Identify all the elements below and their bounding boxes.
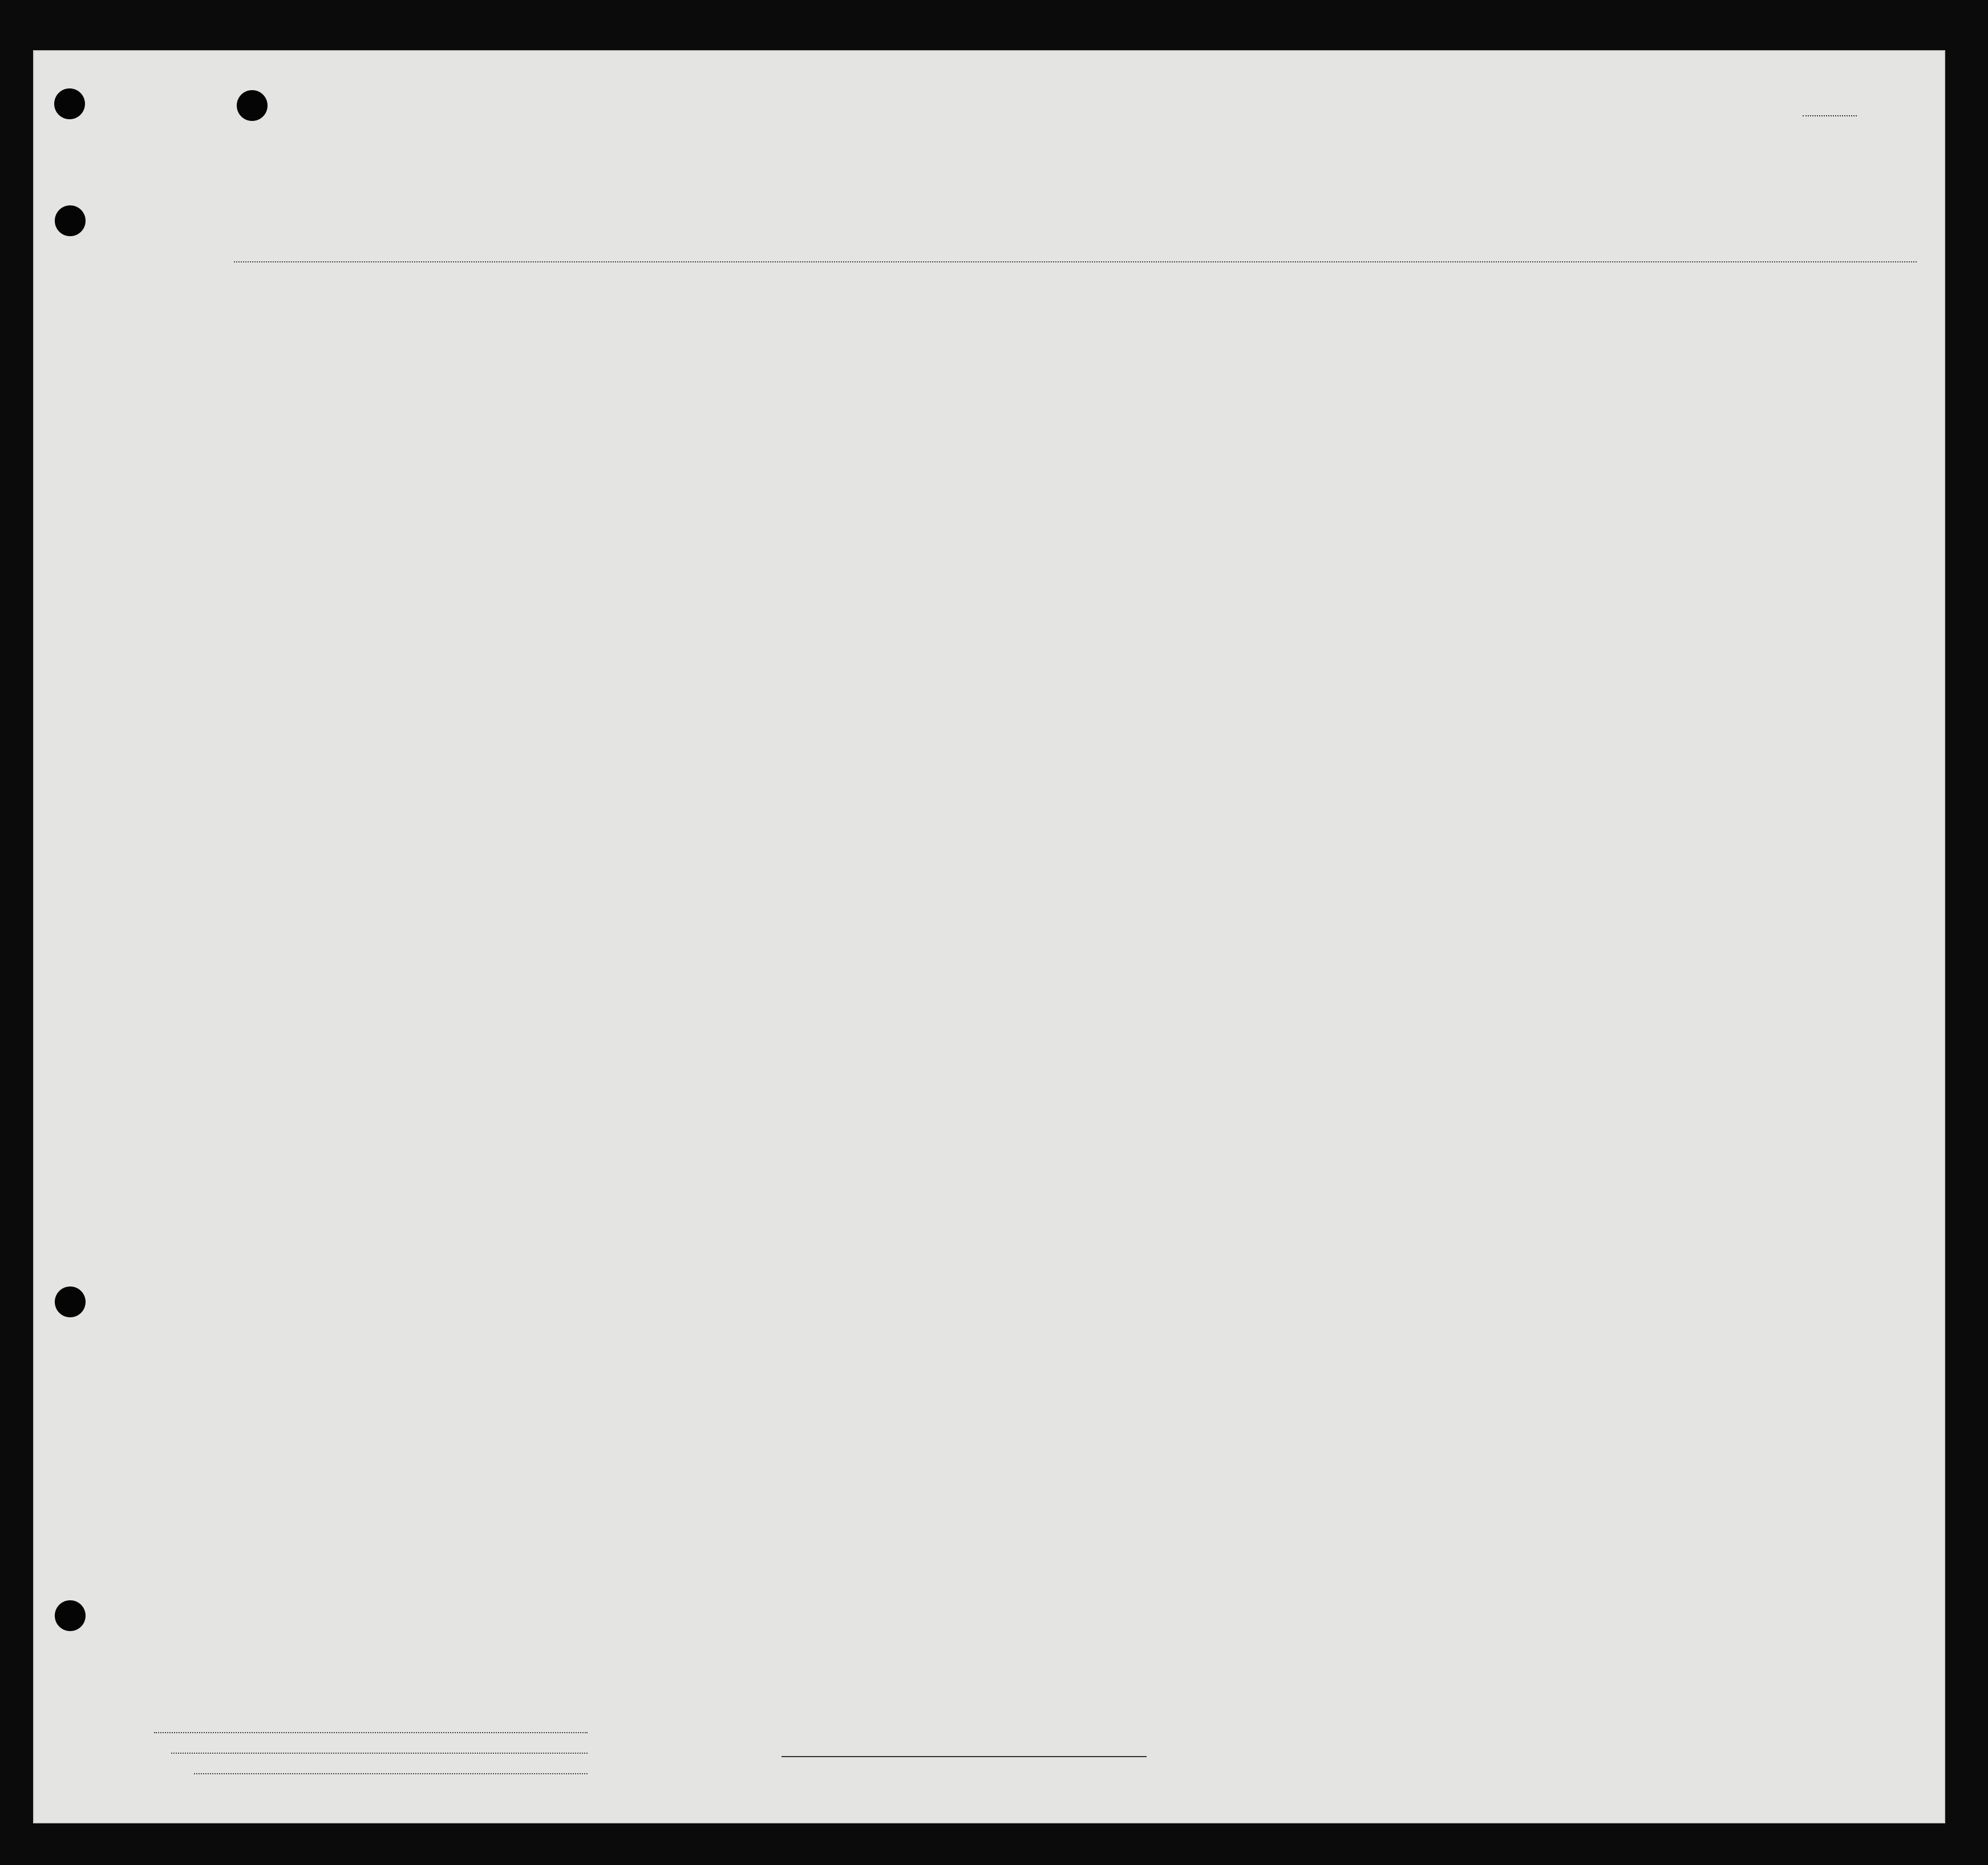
punch-hole [237,90,268,121]
manifest-sheet [33,50,1945,1823]
punch-hole [55,1600,86,1631]
punch-hole [55,1287,86,1317]
punch-hole [54,88,85,119]
punch-hole [55,205,86,236]
